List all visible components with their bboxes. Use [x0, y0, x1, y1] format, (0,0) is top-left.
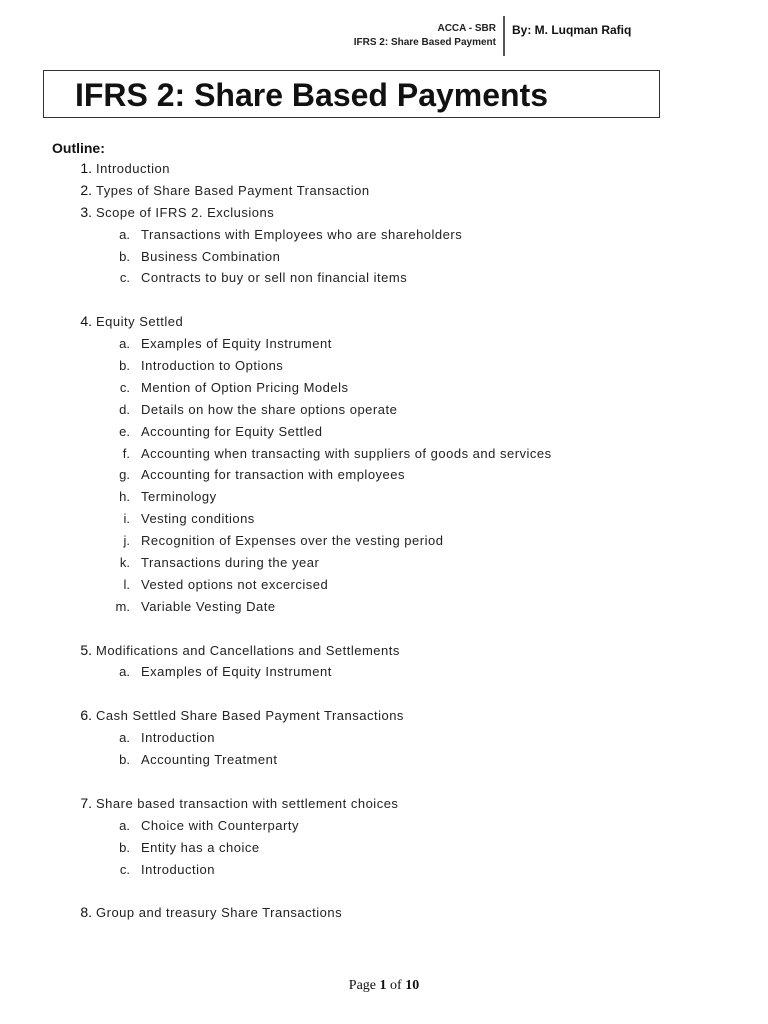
outline-subitem — [0, 267, 768, 289]
outline-item-text: Modifications and Cancellations and Settlements — [96, 642, 400, 658]
outline-subitem-letter: e. — [119, 423, 130, 439]
outline-item-text: Introduction — [96, 161, 170, 176]
outline-subitem — [0, 508, 768, 530]
outline-subitem-text: Recognition of Expenses over the vesting period — [141, 533, 444, 549]
outline-subitem-text: Vesting conditions — [141, 511, 255, 527]
topic-name: IFRS 2: Share Based Payment — [353, 37, 496, 48]
outline-subitem-letter: h. — [119, 489, 130, 505]
outline-item — [0, 202, 768, 224]
outline-item-number: 4. — [80, 313, 92, 330]
author-name: By: M. Luqman Rafiq — [512, 23, 632, 37]
outline-subitem-text: Variable Vesting Date — [141, 598, 276, 614]
outline-item-number: 2. — [80, 181, 92, 198]
outline-item-number: 6. — [80, 707, 92, 724]
page-title: IFRS 2: Share Based Payments — [74, 77, 549, 113]
outline-subitem — [0, 530, 768, 552]
outline-item — [0, 705, 768, 727]
outline-subitem-text: Choice with Counterparty — [141, 817, 299, 833]
outline-subitem-text: Entity has a choice — [141, 839, 260, 855]
outline-subitem — [0, 815, 768, 837]
outline-subitem-text: Examples of Equity Instrument — [141, 664, 332, 680]
outline-subitem — [0, 355, 768, 377]
outline-subitem-text: Mention of Option Pricing Models — [141, 379, 349, 395]
outline-list — [0, 158, 768, 924]
outline-subitem-text: Accounting when transacting with suppliers of goods and services — [141, 445, 552, 461]
outline-item-text: Group and treasury Share Transactions — [96, 905, 343, 921]
outline-subitem-text: Vested options not excercised — [141, 576, 329, 592]
outline-subitem-letter: c. — [119, 379, 130, 395]
outline-subitem — [0, 399, 768, 421]
outline-subitem-text: Introduction — [141, 861, 215, 877]
outline-subitem-letter: a. — [119, 817, 130, 833]
outline-subitem-letter: b. — [119, 752, 130, 768]
outline-item — [0, 902, 768, 924]
outline-subitem — [0, 464, 768, 486]
spacer — [0, 289, 768, 311]
title-box — [43, 70, 660, 118]
outline-subitem-text: Accounting Treatment — [141, 752, 278, 768]
outline-subitem — [0, 596, 768, 618]
outline-subitem-letter: c. — [119, 861, 130, 877]
page-total: 10 — [405, 978, 420, 993]
outline-subitem-letter: k. — [119, 555, 130, 571]
outline-item-number: 7. — [80, 794, 92, 811]
outline-item — [0, 180, 768, 202]
outline-subitem-letter: b. — [119, 248, 130, 264]
outline-subitem — [0, 727, 768, 749]
outline-subitem — [0, 421, 768, 443]
outline-subitem — [0, 859, 768, 881]
outline-subitem — [0, 246, 768, 268]
page-current: 1 — [379, 978, 387, 993]
outline-subitem — [0, 661, 768, 683]
spacer — [0, 771, 768, 793]
spacer — [0, 880, 768, 902]
outline-subitem-letter: c. — [119, 270, 130, 286]
outline-item — [0, 158, 768, 180]
outline-item-text: Scope of IFRS 2. Exclusions — [96, 204, 275, 220]
outline-subitem-text: Business Combination — [141, 248, 281, 264]
outline-subitem-letter: a. — [119, 336, 130, 352]
outline-subitem-letter: a. — [119, 226, 130, 242]
header-divider — [503, 16, 505, 56]
outline-subitem-text: Transactions during the year — [141, 555, 320, 571]
outline-item — [0, 311, 768, 333]
outline-subitem-letter: i. — [123, 511, 130, 527]
spacer — [0, 683, 768, 705]
page-prefix: Page — [348, 978, 377, 993]
outline-subitem — [0, 486, 768, 508]
outline-subitem-letter: b. — [119, 839, 130, 855]
outline-subitem-text: Examples of Equity Instrument — [141, 336, 332, 352]
outline-item-text: Cash Settled Share Based Payment Transactions — [96, 708, 404, 724]
outline-subitem-text: Transactions with Employees who are shareholders — [141, 226, 463, 242]
outline-subitem-letter: m. — [115, 598, 130, 614]
outline-subitem — [0, 749, 768, 771]
outline-subitem-text: Accounting for transaction with employees — [141, 467, 406, 483]
outline-subitem — [0, 837, 768, 859]
outline-subitem-text: Terminology — [141, 489, 217, 505]
outline-subitem — [0, 377, 768, 399]
spacer — [0, 618, 768, 640]
outline-item-number: 3. — [80, 203, 92, 220]
outline-subitem — [0, 552, 768, 574]
outline-subitem-letter: j. — [123, 533, 130, 549]
outline-subitem-letter: l. — [123, 576, 130, 592]
outline-item-text: Types of Share Based Payment Transaction — [96, 182, 370, 198]
outline-item-text: Equity Settled — [96, 314, 184, 330]
outline-subitem-letter: f. — [122, 445, 130, 461]
outline-subitem-text: Contracts to buy or sell non financial items — [141, 270, 408, 286]
outline-subitem-letter: a. — [119, 730, 130, 746]
outline-subitem — [0, 224, 768, 246]
outline-item-number: 8. — [80, 904, 92, 921]
outline-item-number: 5. — [80, 641, 92, 658]
page-of: of — [390, 978, 402, 993]
outline-subitem-letter: a. — [119, 664, 130, 680]
header-meta — [354, 22, 496, 50]
outline-subitem — [0, 443, 768, 465]
outline-item-text: Share based transaction with settlement choices — [96, 795, 399, 811]
course-code: ACCA - SBR — [437, 23, 496, 34]
outline-subitem-letter: g. — [119, 467, 130, 483]
outline-subitem-text: Accounting for Equity Settled — [141, 423, 323, 439]
outline-subitem-letter: d. — [119, 401, 130, 417]
outline-item — [0, 640, 768, 662]
outline-item-number: 1. — [80, 160, 92, 176]
outline-subitem — [0, 574, 768, 596]
outline-subitem — [0, 333, 768, 355]
page-footer — [0, 978, 768, 994]
outline-subitem-text: Details on how the share options operate — [141, 401, 398, 417]
outline-subitem-letter: b. — [119, 358, 130, 374]
outline-subitem-text: Introduction to Options — [141, 358, 284, 374]
outline-heading: Outline: — [52, 140, 105, 156]
outline-subitem-text: Introduction — [141, 730, 215, 746]
outline-item — [0, 793, 768, 815]
